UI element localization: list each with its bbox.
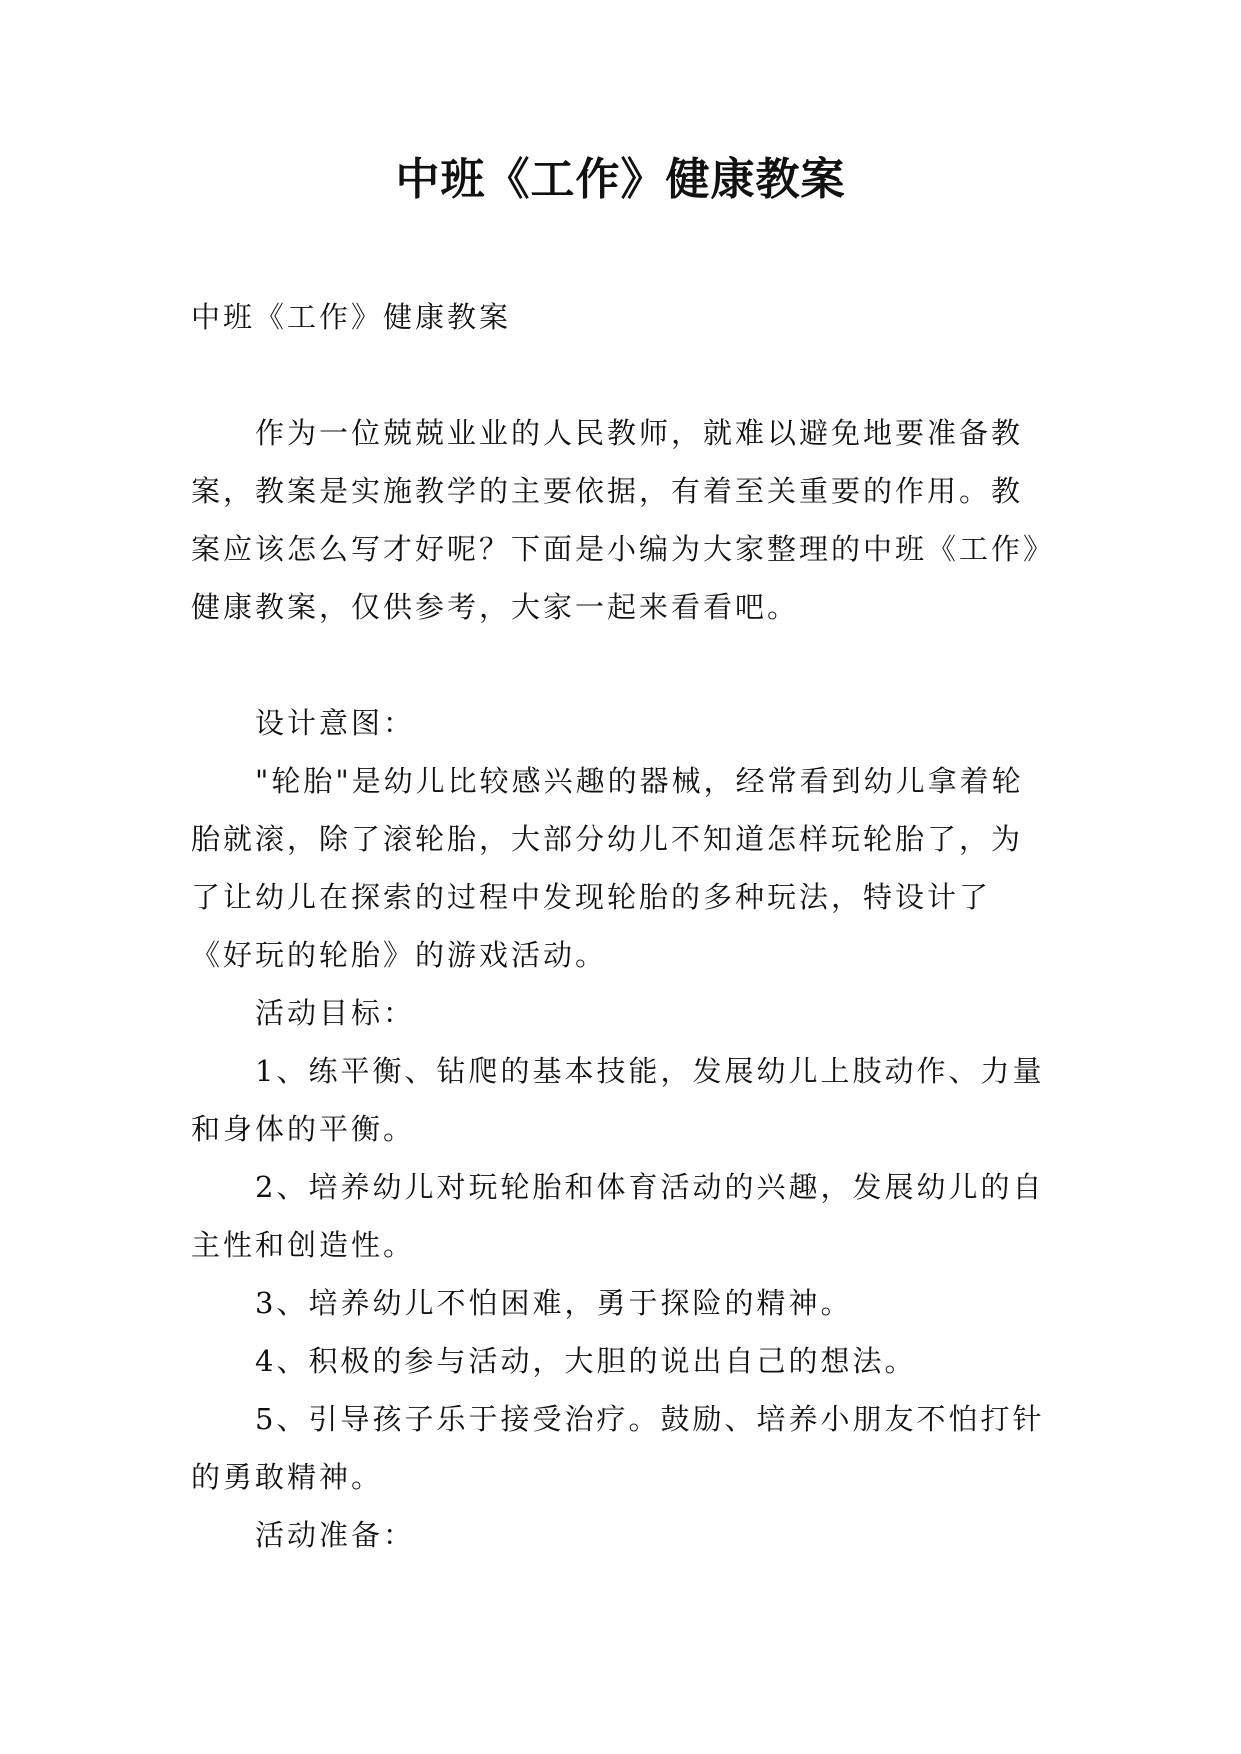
goals-heading: 活动目标：	[255, 996, 416, 1030]
design-paragraph: "轮胎"是幼儿比较感兴趣的器械，经常看到幼儿拿着轮胎就滚，除了滚轮胎，大部分幼儿不知道怎样玩轮胎了，为了让幼儿在探索的过程中发现轮胎的多种玩法，特设计了《好玩的轮胎》的游戏活动。	[191, 764, 1024, 972]
document-title: 中班《工作》健康教案	[395, 154, 846, 205]
goal-item-2: 2、培养幼儿对玩轮胎和体育活动的兴趣，发展幼儿的自主性和创造性。	[191, 1170, 1045, 1262]
document-subtitle	[191, 288, 1053, 346]
goal-item-5: 5、引导孩子乐于接受治疗。鼓励、培养小朋友不怕打针的勇敢精神。	[191, 1402, 1045, 1494]
goal-item-1: 1、练平衡、钻爬的基本技能，发展幼儿上肢动作、力量和身体的平衡。	[191, 1054, 1045, 1146]
design-heading: 设计意图：	[255, 706, 416, 740]
subtitle-text: 中班《工作》健康教案	[191, 300, 512, 334]
goal-item-3: 3、培养幼儿不怕困难，勇于探险的精神。	[255, 1286, 853, 1320]
content-section	[191, 694, 1053, 1564]
intro-paragraph: 作为一位兢兢业业的人民教师，就难以避免地要准备教案，教案是实施教学的主要依据，有着至关重要的作用。教案应该怎么写才好呢？下面是小编为大家整理的中班《工作》健康教案，仅供参考，大家一起来看看吧。	[191, 416, 1041, 624]
goal-item-4: 4、积极的参与活动，大胆的说出自己的想法。	[255, 1344, 917, 1378]
intro-section	[191, 404, 1053, 636]
prep-heading: 活动准备：	[255, 1518, 416, 1552]
